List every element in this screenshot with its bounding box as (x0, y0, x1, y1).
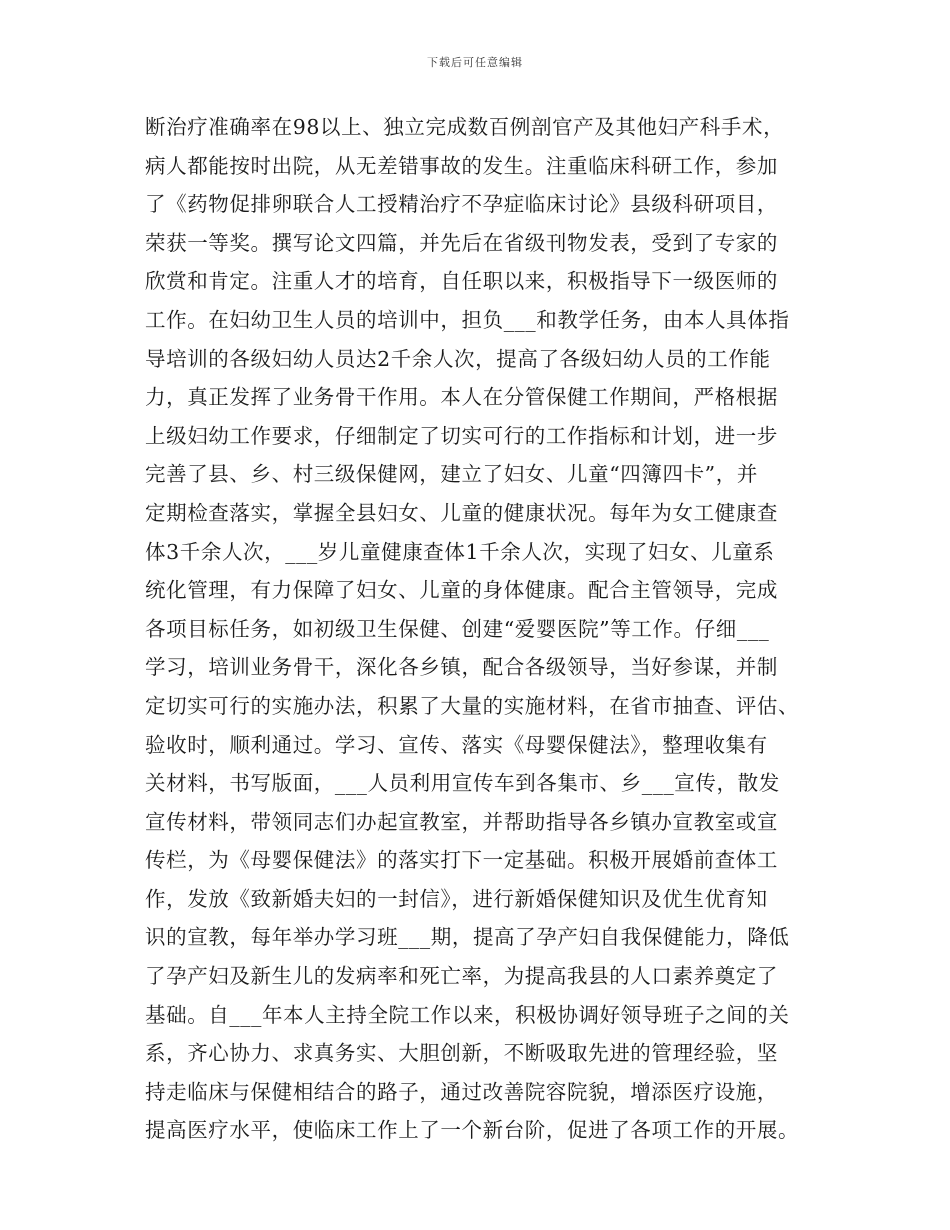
text-line: 病人都能按时出院，从无差错事故的发生。注重临床科研工作，参加 (145, 153, 778, 178)
text-line: 识的宣教，每年举办学习班___期，提高了孕产妇自我保健能力，降低 (145, 925, 790, 950)
text-line: 宣传材料，带领同志们办起宣教室，并帮助指导各乡镇办宣教室或宣 (145, 809, 778, 834)
text-line: 验收时，顺利通过。学习、宣传、落实《母婴保健法》，整理收集有 (145, 732, 768, 757)
text-line: 完善了县、乡、村三级保健网，建立了妇女、儿童“四簿四卡”，并 (145, 462, 758, 487)
text-line: 系，齐心协力、求真务实、大胆创新，不断吸取先进的管理经验，坚 (145, 1041, 778, 1066)
text-line: 导培训的各级妇幼人员达2千余人次，提高了各级妇幼人员的工作能 (145, 346, 771, 371)
text-line: 学习，培训业务骨干，深化各乡镇，配合各级领导，当好参谋，并制 (145, 655, 778, 680)
text-line: 断治疗准确率在98以上、独立完成数百例剖官产及其他妇产科手术， (145, 115, 785, 139)
document-body (145, 108, 845, 1150)
text-line: 关材料，书写版面，___人员利用宣传车到各集市、乡___宣传，散发 (145, 771, 780, 796)
text-line: 各项目标任务，如初级卫生保健、创建“爱婴医院”等工作。仔细___ (145, 616, 770, 641)
text-line: 体3千余人次，___岁儿童健康查体1千余人次，实现了妇女、儿童系 (145, 539, 775, 564)
text-line: 持走临床与保健相结合的路子，通过改善院容院貌，增添医疗设施， (145, 1079, 778, 1104)
text-line: 提高医疗水平，使临床工作上了一个新台阶，促进了各项工作的开展。 (145, 1118, 800, 1143)
text-line: 基础。自___年本人主持全院工作以来，积极协调好领导班子之间的关 (145, 1002, 790, 1027)
text-line: 力，真正发挥了业务骨干作用。本人在分管保健工作期间，严格根据 (145, 385, 778, 410)
text-line: 定切实可行的实施办法，积累了大量的实施材料，在省市抽查、评估、 (145, 693, 800, 718)
text-line: 传栏，为《母婴保健法》的落实打下一定基础。积极开展婚前查体工 (145, 848, 778, 873)
text-line: 定期检查落实，掌握全县妇女、儿童的健康状况。每年为女工健康查 (145, 500, 778, 525)
text-line: 作，发放《致新婚夫妇的一封信》，进行新婚保健知识及优生优育知 (145, 886, 768, 911)
text-line: 上级妇幼工作要求，仔细制定了切实可行的工作指标和计划，进一步 (145, 423, 778, 448)
text-line: 了《药物促排卵联合人工授精治疗不孕症临床讨论》县级科研项目， (145, 192, 778, 217)
text-line: 了孕产妇及新生儿的发病率和死亡率，为提高我县的人口素养奠定了 (145, 964, 778, 989)
text-line: 欣赏和肯定。注重人才的培育，自任职以来，积极指导下一级医师的 (145, 269, 778, 294)
text-line: 荣获一等奖。撰写论文四篇，并先后在省级刊物发表，受到了专家的 (145, 230, 778, 255)
text-line: 工作。在妇幼卫生人员的培训中，担负___和教学任务，由本人具体指 (145, 307, 790, 332)
page-header-caption: 下载后可任意编辑 (427, 56, 523, 69)
text-line: 统化管理，有力保障了妇女、儿童的身体健康。配合主管领导，完成 (145, 578, 778, 603)
